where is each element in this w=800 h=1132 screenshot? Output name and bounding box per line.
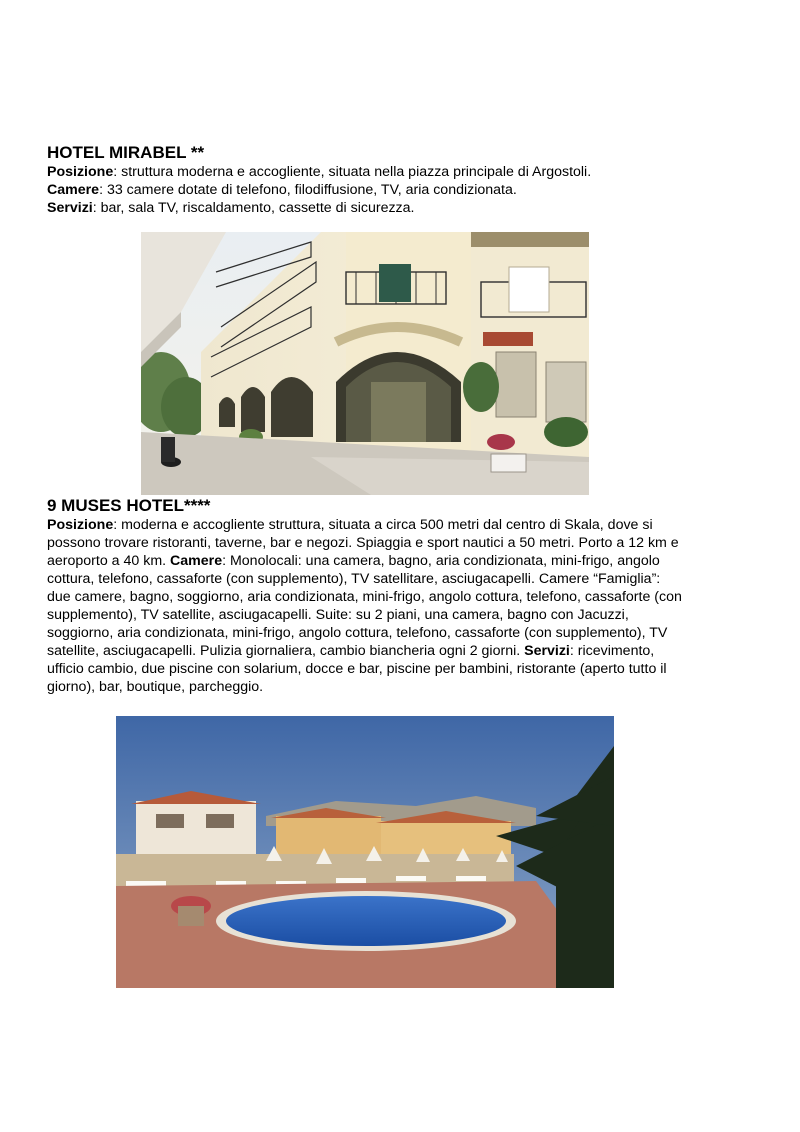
hotel-mirabel-services-line — [47, 200, 415, 216]
hotel-mirabel-position-line — [47, 164, 591, 180]
hotel-mirabel-photo — [141, 232, 589, 495]
nine-muses-description — [47, 516, 687, 696]
rooms-text: : Monolocali: una camera, bagno, aria condizionata, mini-frigo, angolo cottura, telefono, cassaforte (con supplemento), TV satellitare, asciugacapelli. Camere “Famiglia”: due camere, bagno, soggiorno, aria condizionata, mini-frigo, angolo cottura, telefono, cassaforte (con supplemento), TV satellite, asciugacapelli. Suite: su 2 piani, una camera, bagno con Jacuzzi, soggiorno, aria condizionata, mini-frigo, angolo cottura, telefono, cassaforte (con supplemento), TV satellite, asciugacapelli. Pulizia giornaliera, cambio biancheria ogni 2 giorni. — [47, 553, 682, 659]
hotel-mirabel-description — [47, 163, 687, 217]
hotel-mirabel-title: HOTEL MIRABEL ** — [47, 143, 205, 162]
services-label: Servizi — [524, 643, 570, 659]
position-label: Posizione — [47, 164, 114, 180]
position-label: Posizione — [47, 517, 114, 533]
services-text: : bar, sala TV, riscaldamento, cassette di sicurezza. — [92, 200, 415, 216]
rooms-text: : 33 camere dotate di telefono, filodiffusione, TV, aria condizionata. — [99, 182, 517, 198]
nine-muses-pool-photo — [116, 716, 614, 988]
rooms-label: Camere — [47, 182, 100, 198]
services-label: Servizi — [47, 200, 93, 216]
position-text: : moderna e accogliente struttura, situata a circa 500 metri dal centro di Skala, dove si possono trovare ristoranti, taverne, bar e negozi. Spiaggia e sport nautici a 50 metri. Porto a 12 km e aeroporto a 40 km. — [47, 517, 679, 569]
nine-muses-hotel-title: 9 MUSES HOTEL**** — [47, 496, 211, 515]
position-text: : struttura moderna e accogliente, situata nella piazza principale di Argostoli. — [113, 164, 592, 180]
rooms-label: Camere — [170, 553, 223, 569]
hotel-mirabel-rooms-line — [47, 182, 517, 198]
services-text: : ricevimento, ufficio cambio, due piscine con solarium, docce e bar, piscine per bambini, ristorante (aperto tutto il giorno), bar, boutique, parcheggio. — [47, 643, 667, 695]
